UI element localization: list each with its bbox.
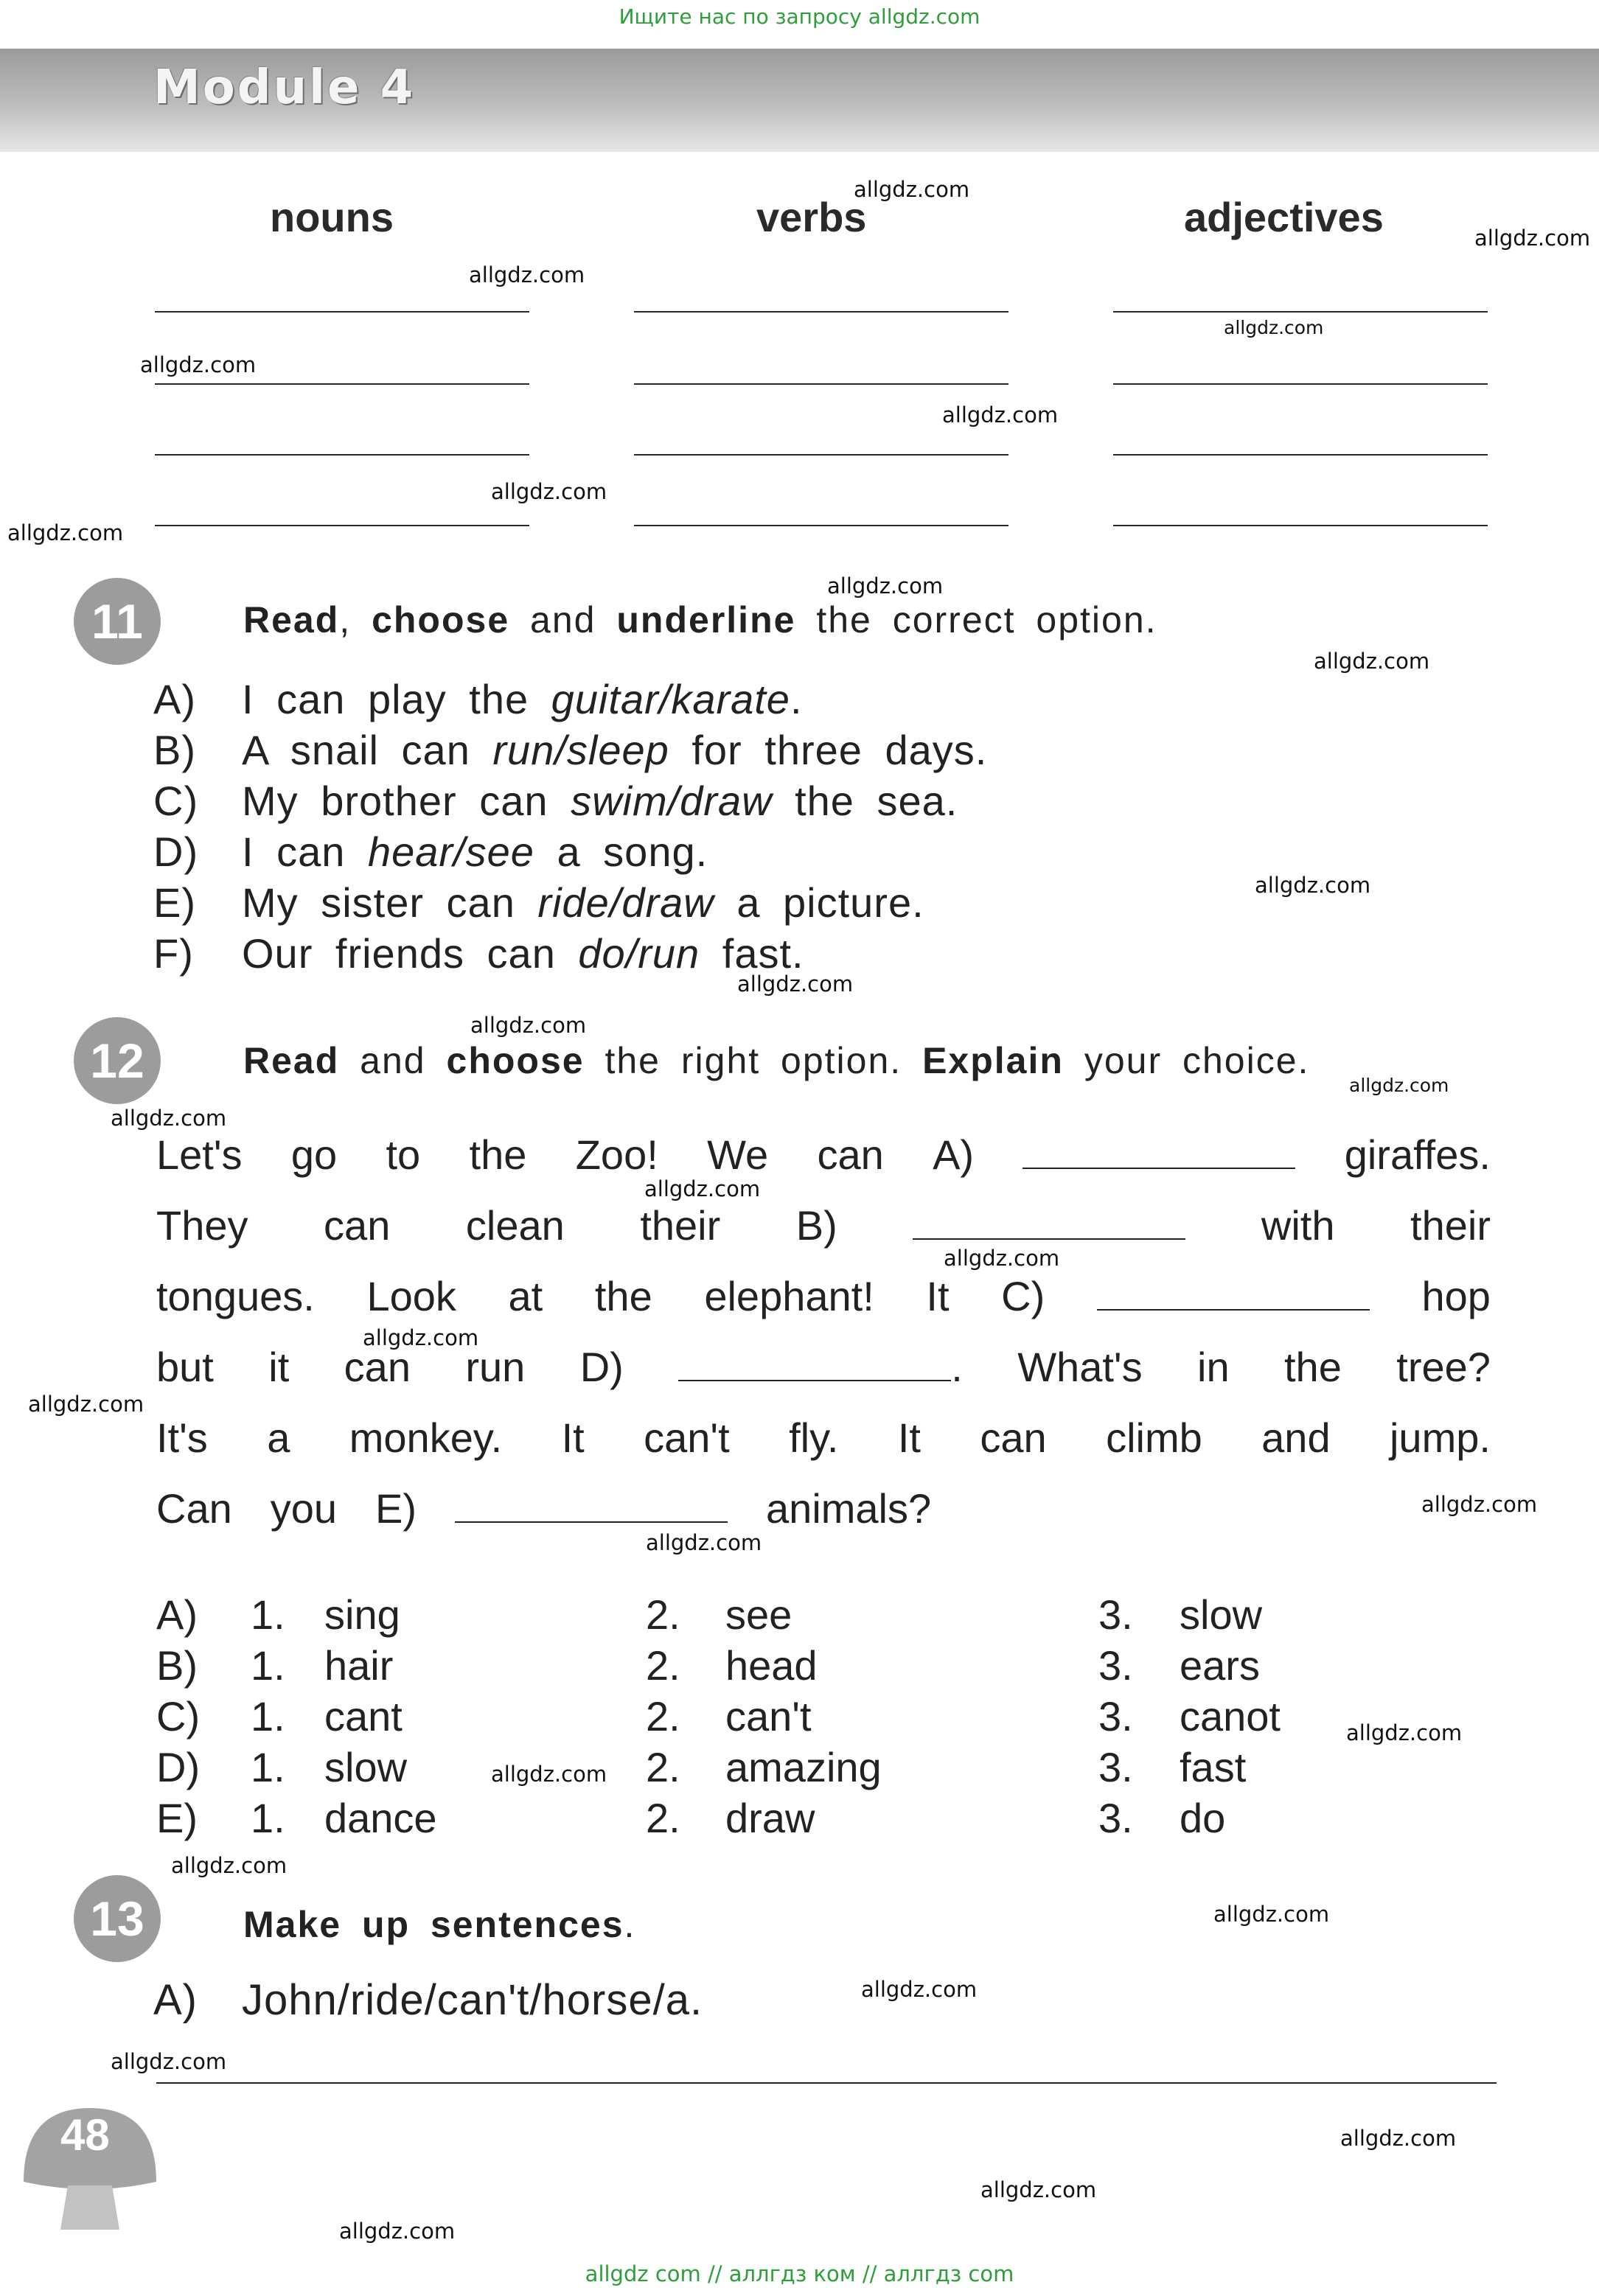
item-options[interactable]: guitar/karate — [551, 676, 790, 722]
option-choice[interactable]: see — [725, 1591, 792, 1638]
answer-blank-line[interactable] — [155, 525, 529, 526]
paragraph-word: run — [465, 1344, 526, 1390]
watermark-text: allgdz.com — [469, 262, 585, 287]
item-text-before: My sister can — [242, 879, 515, 926]
watermark-text: allgdz.com — [339, 2219, 456, 2244]
watermark-text: allgdz.com — [1421, 1492, 1538, 1517]
paragraph-word: can — [980, 1414, 1047, 1461]
instr-word-and: and — [360, 1040, 426, 1081]
option-row — [156, 1794, 1483, 1841]
answer-gap[interactable] — [678, 1349, 951, 1381]
option-choice[interactable]: slow — [324, 1744, 408, 1790]
paragraph-word: in — [1197, 1344, 1230, 1390]
option-choice[interactable]: amazing — [725, 1744, 882, 1790]
instr-word-and: and — [530, 599, 596, 641]
paragraph-line — [156, 1484, 1491, 1532]
item-label: D) — [153, 828, 199, 875]
paragraph-word: can't — [644, 1414, 730, 1461]
paragraph-word: elephant! — [704, 1273, 874, 1319]
exercise-11-instruction — [243, 599, 1157, 641]
option-number: 1. — [251, 1693, 285, 1740]
item-text-after: . — [790, 676, 803, 722]
watermark-text: allgdz.com — [171, 1853, 288, 1878]
instr-word-read: Read — [243, 599, 340, 641]
option-number: 1. — [251, 1642, 285, 1689]
answer-blank-line[interactable] — [634, 383, 1008, 385]
answer-blank-line[interactable] — [155, 311, 529, 313]
option-number: 3. — [1098, 1795, 1133, 1841]
paragraph-word: We — [707, 1131, 769, 1178]
paragraph-word: clean — [465, 1202, 565, 1249]
answer-gap-group — [678, 1343, 963, 1391]
paragraph-word: C) — [1001, 1273, 1045, 1319]
option-number: 2. — [646, 1693, 680, 1740]
option-choice[interactable]: head — [725, 1642, 818, 1689]
watermark-text: allgdz.com — [1213, 1902, 1330, 1927]
item-text-before: My brother can — [242, 778, 548, 824]
answer-gap-group — [1023, 1131, 1295, 1179]
watermark-text: allgdz.com — [140, 352, 257, 377]
exercise-11-item — [153, 726, 987, 774]
paragraph-word: D) — [579, 1344, 624, 1390]
item-label: A) — [153, 676, 196, 722]
option-label: B) — [156, 1642, 198, 1689]
option-number: 3. — [1098, 1693, 1133, 1740]
instr-rest: the correct option. — [816, 599, 1157, 641]
gap-punctuation: . — [951, 1344, 963, 1390]
module-title: Module 4 — [153, 60, 416, 115]
option-number: 1. — [251, 1744, 285, 1790]
paragraph-word: fly. — [789, 1414, 839, 1461]
option-row — [156, 1641, 1483, 1689]
instr-word-choose: choose — [446, 1040, 585, 1081]
item-options[interactable]: ride/draw — [537, 879, 714, 926]
top-banner[interactable]: Ищите нас по запросу allgdz.com — [619, 4, 980, 29]
instr-word-read: Read — [243, 1040, 340, 1081]
option-choice[interactable]: can't — [725, 1693, 812, 1740]
answer-blank-line[interactable] — [155, 383, 529, 385]
watermark-text: allgdz.com — [1474, 226, 1591, 251]
item-options[interactable]: swim/draw — [571, 778, 773, 824]
watermark-text: allgdz.com — [980, 2177, 1097, 2202]
option-label: E) — [156, 1795, 198, 1841]
answer-blank-line[interactable] — [634, 525, 1008, 526]
option-number: 3. — [1098, 1642, 1133, 1689]
watermark-text: allgdz.com — [854, 177, 970, 202]
bottom-banner[interactable]: allgdz com // аллгдз ком // аллгдз com — [585, 2261, 1014, 2286]
paragraph-word: at — [508, 1273, 543, 1319]
instr-end: your choice. — [1084, 1040, 1310, 1081]
option-number: 2. — [646, 1591, 680, 1638]
paragraph-word: B) — [795, 1202, 837, 1249]
answer-gap[interactable] — [1023, 1137, 1295, 1169]
watermark-text: allgdz.com — [737, 971, 854, 997]
paragraph-word: They — [156, 1202, 248, 1249]
watermark-text: allgdz.com — [7, 520, 124, 545]
exercise-11-item — [153, 929, 804, 977]
paragraph-word: jump. — [1389, 1414, 1491, 1461]
paragraph-word: the — [469, 1131, 527, 1178]
paragraph-word: it — [268, 1344, 290, 1390]
option-row — [156, 1692, 1483, 1740]
exercise-13-item-a — [153, 1975, 703, 2025]
option-number: 2. — [646, 1642, 680, 1689]
exercise-13-instruction — [243, 1903, 635, 1946]
watermark-text: allgdz.com — [111, 2049, 227, 2074]
paragraph-word: can — [817, 1131, 884, 1178]
paragraph-word: you — [270, 1485, 338, 1532]
item-text-after: for three days. — [691, 727, 988, 773]
paragraph-word: A) — [933, 1131, 975, 1178]
paragraph-word: with — [1261, 1202, 1335, 1249]
option-choice[interactable]: draw — [725, 1795, 815, 1841]
watermark-text: allgdz.com — [1255, 873, 1371, 898]
paragraph-word: go — [290, 1131, 338, 1178]
option-number: 2. — [646, 1744, 680, 1790]
exercise-13-badge: 13 — [74, 1875, 161, 1962]
watermark-text: allgdz.com — [1349, 1075, 1449, 1096]
scrambled-sentence: John/ride/can't/horse/a. — [242, 1976, 703, 2024]
watermark-text: allgdz.com — [942, 402, 1059, 428]
paragraph-word: their — [1410, 1202, 1491, 1249]
answer-blank-line[interactable] — [634, 454, 1008, 456]
verbs-heading: verbs — [756, 194, 867, 240]
item-label: F) — [153, 930, 194, 977]
nouns-heading: nouns — [270, 194, 394, 240]
instr-make-up-sentences: Make up sentences — [243, 1904, 624, 1945]
paragraph-word: Zoo! — [575, 1131, 658, 1178]
watermark-text: allgdz.com — [1346, 1720, 1463, 1745]
option-choice[interactable]: canot — [1180, 1693, 1281, 1740]
watermark-text: allgdz.com — [861, 1977, 978, 2002]
answer-gap[interactable] — [913, 1207, 1185, 1240]
answer-blank-line[interactable] — [1113, 383, 1488, 385]
option-row — [156, 1743, 1483, 1790]
adjectives-heading: adjectives — [1184, 194, 1384, 240]
exercise-13-answer-line[interactable] — [156, 2082, 1497, 2084]
watermark-text: allgdz.com — [470, 1013, 587, 1038]
instr-word-choose: choose — [372, 599, 510, 641]
watermark-text: allgdz.com — [28, 1392, 144, 1417]
paragraph-word: It's — [156, 1414, 208, 1461]
option-choice[interactable]: do — [1180, 1795, 1226, 1841]
item-text-before: I can play the — [242, 676, 529, 722]
paragraph-word: Can — [156, 1485, 232, 1532]
option-row — [156, 1591, 1483, 1638]
item-text-after: a picture. — [736, 879, 924, 926]
answer-blank-line[interactable] — [1113, 454, 1488, 456]
option-number: 3. — [1098, 1591, 1133, 1638]
item-options[interactable]: do/run — [578, 930, 700, 977]
paragraph-word: hop — [1421, 1273, 1491, 1319]
paragraph-line — [156, 1414, 1491, 1462]
option-choice[interactable]: sing — [324, 1591, 400, 1638]
paragraph-word: giraffes. — [1344, 1131, 1491, 1178]
answer-blank-line[interactable] — [1113, 525, 1488, 526]
paragraph-line — [156, 1201, 1491, 1249]
item-label: E) — [153, 879, 196, 926]
paragraph-word: climb — [1106, 1414, 1202, 1461]
paragraph-word: animals? — [766, 1485, 932, 1532]
option-number: 1. — [251, 1795, 285, 1841]
answer-gap[interactable] — [455, 1490, 728, 1523]
paragraph-word: and — [1261, 1414, 1331, 1461]
paragraph-word: to — [386, 1131, 421, 1178]
answer-gap-group — [1097, 1272, 1370, 1320]
option-choice[interactable]: fast — [1180, 1744, 1247, 1790]
item-text-before: A snail can — [242, 727, 470, 773]
instr-comma: , — [339, 599, 352, 641]
watermark-text: allgdz.com — [827, 573, 944, 599]
item-options[interactable]: hear/see — [367, 828, 534, 875]
watermark-text: allgdz.com — [944, 1246, 1060, 1271]
exercise-11-item — [153, 828, 708, 876]
exercise-12-instruction — [243, 1039, 1309, 1082]
watermark-text: allgdz.com — [1314, 649, 1430, 674]
option-choice[interactable]: ears — [1180, 1642, 1260, 1689]
paragraph-line — [156, 1131, 1491, 1179]
item-text-after: the sea. — [795, 778, 958, 824]
answer-blank-line[interactable] — [155, 454, 529, 456]
answer-blank-line[interactable] — [1113, 311, 1488, 313]
watermark-text: allgdz.com — [111, 1106, 227, 1131]
option-number: 1. — [251, 1591, 285, 1638]
item-label: B) — [153, 727, 196, 773]
paragraph-word: a — [267, 1414, 290, 1461]
option-choice[interactable]: dance — [324, 1795, 437, 1841]
option-label: A) — [156, 1591, 198, 1638]
paragraph-word: their — [640, 1202, 721, 1249]
answer-gap-group — [913, 1201, 1185, 1249]
option-number: 2. — [646, 1795, 680, 1841]
option-label: D) — [156, 1744, 201, 1790]
option-label: C) — [156, 1693, 201, 1740]
exercise-11-item — [153, 777, 958, 825]
watermark-text: allgdz.com — [1340, 2126, 1457, 2151]
exercise-11-badge: 11 — [74, 578, 161, 665]
paragraph-word: the — [594, 1273, 652, 1319]
paragraph-word: Look — [366, 1273, 456, 1319]
instr-period: . — [624, 1904, 636, 1945]
paragraph-word: the — [1284, 1344, 1342, 1390]
paragraph-word: It — [926, 1273, 950, 1319]
page-number: 48 — [60, 2110, 110, 2160]
paragraph-word: E) — [375, 1485, 417, 1532]
item-text-after: fast. — [722, 930, 804, 977]
watermark-text: allgdz.com — [644, 1176, 761, 1201]
answer-blank-line[interactable] — [634, 311, 1008, 313]
paragraph-word: tree? — [1396, 1344, 1491, 1390]
paragraph-line — [156, 1272, 1491, 1320]
item-text-after: a song. — [557, 828, 708, 875]
watermark-text: allgdz.com — [646, 1530, 762, 1555]
option-choice[interactable]: hair — [324, 1642, 394, 1689]
watermark-text: allgdz.com — [491, 1762, 607, 1787]
watermark-text: allgdz.com — [491, 479, 607, 504]
item-label: C) — [153, 778, 199, 824]
paragraph-word: monkey. — [349, 1414, 503, 1461]
answer-gap-group — [455, 1484, 728, 1532]
item-label: A) — [153, 1976, 198, 2024]
paragraph-word: Let's — [156, 1131, 243, 1178]
paragraph-word: What's — [1017, 1344, 1143, 1390]
paragraph-line — [156, 1343, 1491, 1391]
instr-word-underline: underline — [616, 599, 796, 641]
option-number: 3. — [1098, 1744, 1133, 1790]
item-options[interactable]: run/sleep — [492, 727, 669, 773]
paragraph-word: It — [897, 1414, 921, 1461]
item-text-before: I can — [242, 828, 346, 875]
exercise-11-item — [153, 675, 803, 723]
watermark-text: allgdz.com — [1224, 317, 1324, 338]
paragraph-word: but — [156, 1344, 214, 1390]
instr-middle: the right option. — [605, 1040, 902, 1081]
option-choice[interactable]: cant — [324, 1693, 403, 1740]
item-text-before: Our friends can — [242, 930, 556, 977]
paragraph-word: It — [561, 1414, 585, 1461]
instr-word-explain: Explain — [922, 1040, 1064, 1081]
answer-gap[interactable] — [1097, 1278, 1370, 1311]
exercise-11-item — [153, 879, 924, 927]
paragraph-word: can — [344, 1344, 411, 1390]
paragraph-word: tongues. — [156, 1273, 315, 1319]
paragraph-word: can — [324, 1202, 391, 1249]
watermark-text: allgdz.com — [363, 1325, 479, 1350]
option-choice[interactable]: slow — [1180, 1591, 1263, 1638]
exercise-12-badge: 12 — [74, 1017, 161, 1104]
